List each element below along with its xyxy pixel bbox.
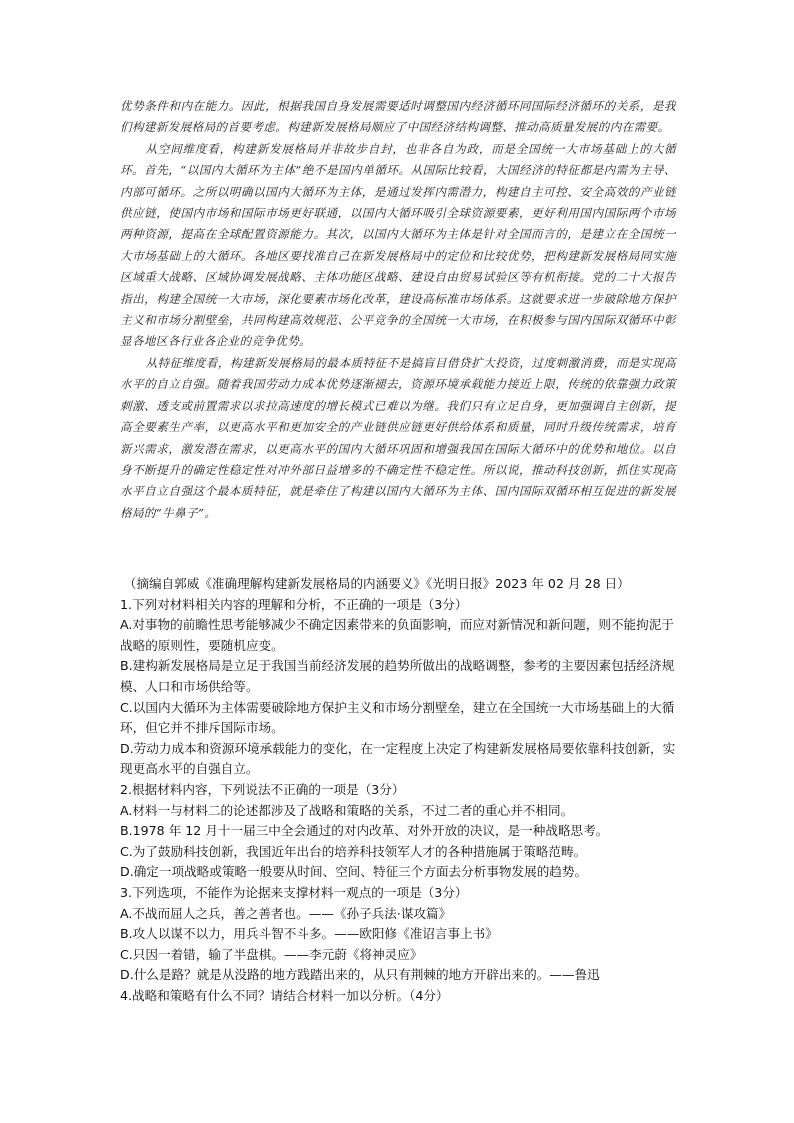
question-3-option-d: D.什么是路？就是从没路的地方践踏出来的，从只有荆棘的地方开辟出来的。——鲁迅: [120, 967, 600, 983]
question-3-option-b: B.攻人以谋不以力，用兵斗智不斗多。——欧阳修《准诏言事上书》: [120, 926, 498, 942]
question-2-option-b: B.1978 年 12 月十一届三中全会通过的对内改革、对外开放的决议，是一种战略思考。: [120, 823, 609, 839]
question-2-option-c: C.为了鼓励科技创新，我国近年出台的培养科技领军人才的各种措施属于策略范畴。: [120, 843, 587, 859]
question-1-option-d: D.劳动力成本和资源环境承载能力的变化，在一定程度上决定了构建新发展格局要依靠科技创新，实现更高水平的自强自立。: [120, 740, 676, 777]
passage-paragraph-1: 优势条件和内在能力。因此，根据我国自身发展需要适时调整国内经济循环同国际经济循环的关系，是我们构建新发展格局的首要考虑。构建新发展格局顺应了中国经济结构调整、推动高质量发展的内在需要。: [120, 99, 676, 135]
question-1-option-a: A.对事物的前瞻性思考能够减少不确定因素带来的负面影响，而应对新情况和新问题，则不能拘泥于战略的原则性，要随机应变。: [120, 617, 674, 653]
question-3-option-c: C.只因一着错，输了半盘棋。——李元蔚《将神灵应》: [120, 946, 423, 962]
question-2-option-d: D.确定一项战略或策略一般要从时间、空间、特征三个方面去分析事物发展的趋势。: [120, 864, 588, 880]
question-4-stem: 4.战略和策略有什么不同？请结合材料一加以分析。（4分）: [120, 987, 449, 1003]
question-3-stem: 3.下列选项，不能作为论据来支撑材料一观点的一项是（3分）: [120, 884, 468, 900]
question-1-option-c: C.以国内大循环为主体需要破除地方保护主义和市场分割壁垒，建立在全国统一大市场基础上的大循环，但它并不排斥国际市场。: [120, 699, 675, 736]
questions-section: [120, 574, 676, 1006]
reading-passage: [120, 96, 676, 524]
question-1-option-b: B.建构新发展格局是立足于我国当前经济发展的趋势所做出的战略调整，参考的主要因素包括经济规模、人口和市场供给等。: [120, 658, 675, 694]
question-1-stem: 1.下列对材料相关内容的理解和分析，不正确的一项是（3分）: [120, 596, 468, 612]
question-2-option-a: A.材料一与材料二的论述都涉及了战略和策略的关系，不过二者的重心并不相同。: [120, 802, 574, 818]
passage-paragraph-3: 从特征维度看，构建新发展格局的最本质特征不是搞盲目借贷扩大投资，过度刺激消费，而是实现高水平的自立自强。随着我国劳动力成本优势逐渐褪去，资源环境承载能力接近上限，传统的依靠强力政策刺激、透支或前置需求以求拉高速度的增长模式已难以为继。我们只有立足自身，更加强调自主创新，提高全要素生产率，以更高水平和更加安全的产业链供应链更好供给体系和质量，同时升级传统需求，培育新兴需求，激发潜在需求，以更高水平的国内大循环巩固和增强我国在国际大循环中的优势和地位。以自身不断提升的确定性稳定性对冲外部日益增多的不确定性不稳定性。所以说，推动科技创新，抓住实现高水平自立自强这个最本质特征，就是牵住了构建以国内大循环为主体、国内国际双循环相互促进的新发展格局的“牛鼻子”。: [120, 355, 676, 520]
question-2-stem: 2.根据材料内容，下列说法不正确的一项是（3分）: [120, 781, 405, 797]
passage-paragraph-2: 从空间维度看，构建新发展格局并非故步自封，也非各自为政，而是全国统一大市场基础上的大循环。首先，“以国内大循环为主体”绝不是国内单循环。从国际比较看，大国经济的特征都是内需为主导、内部可循环。之所以明确以国内大循环为主体，是通过发挥内需潜力，构建自主可控、安全高效的产业链供应链，使国内市场和国际市场更好联通，以国内大循环吸引全球资源要素，更好利用国内国际两个市场两种资源，提高在全球配置资源能力。其次，以国内大循环为主体是针对全国而言的，是建立在全国统一大市场基础上的大循环。各地区要找准自己在新发展格局中的定位和比较优势，把构建新发展格局同实施区域重大战略、区域协调发展战略、主体功能区战略、建设自由贸易试验区等有机衔接。党的二十大报告指出，构建全国统一大市场，深化要素市场化改革，建设高标准市场体系。这就要求进一步破除地方保护主义和市场分割壁垒，共同构建高效规范、公平竞争的全国统一大市场，在积极参与国内国际双循环中彰显各地区各行业各企业的竞争优势。: [120, 141, 676, 349]
question-3-option-a: A.不战而屈人之兵，善之善者也。——《孙子兵法·谋攻篇》: [120, 905, 452, 921]
source-citation: （摘编自郭威《准确理解构建新发展格局的内涵要义》《光明日报》2023 年 02 月 28 日）: [123, 576, 630, 591]
